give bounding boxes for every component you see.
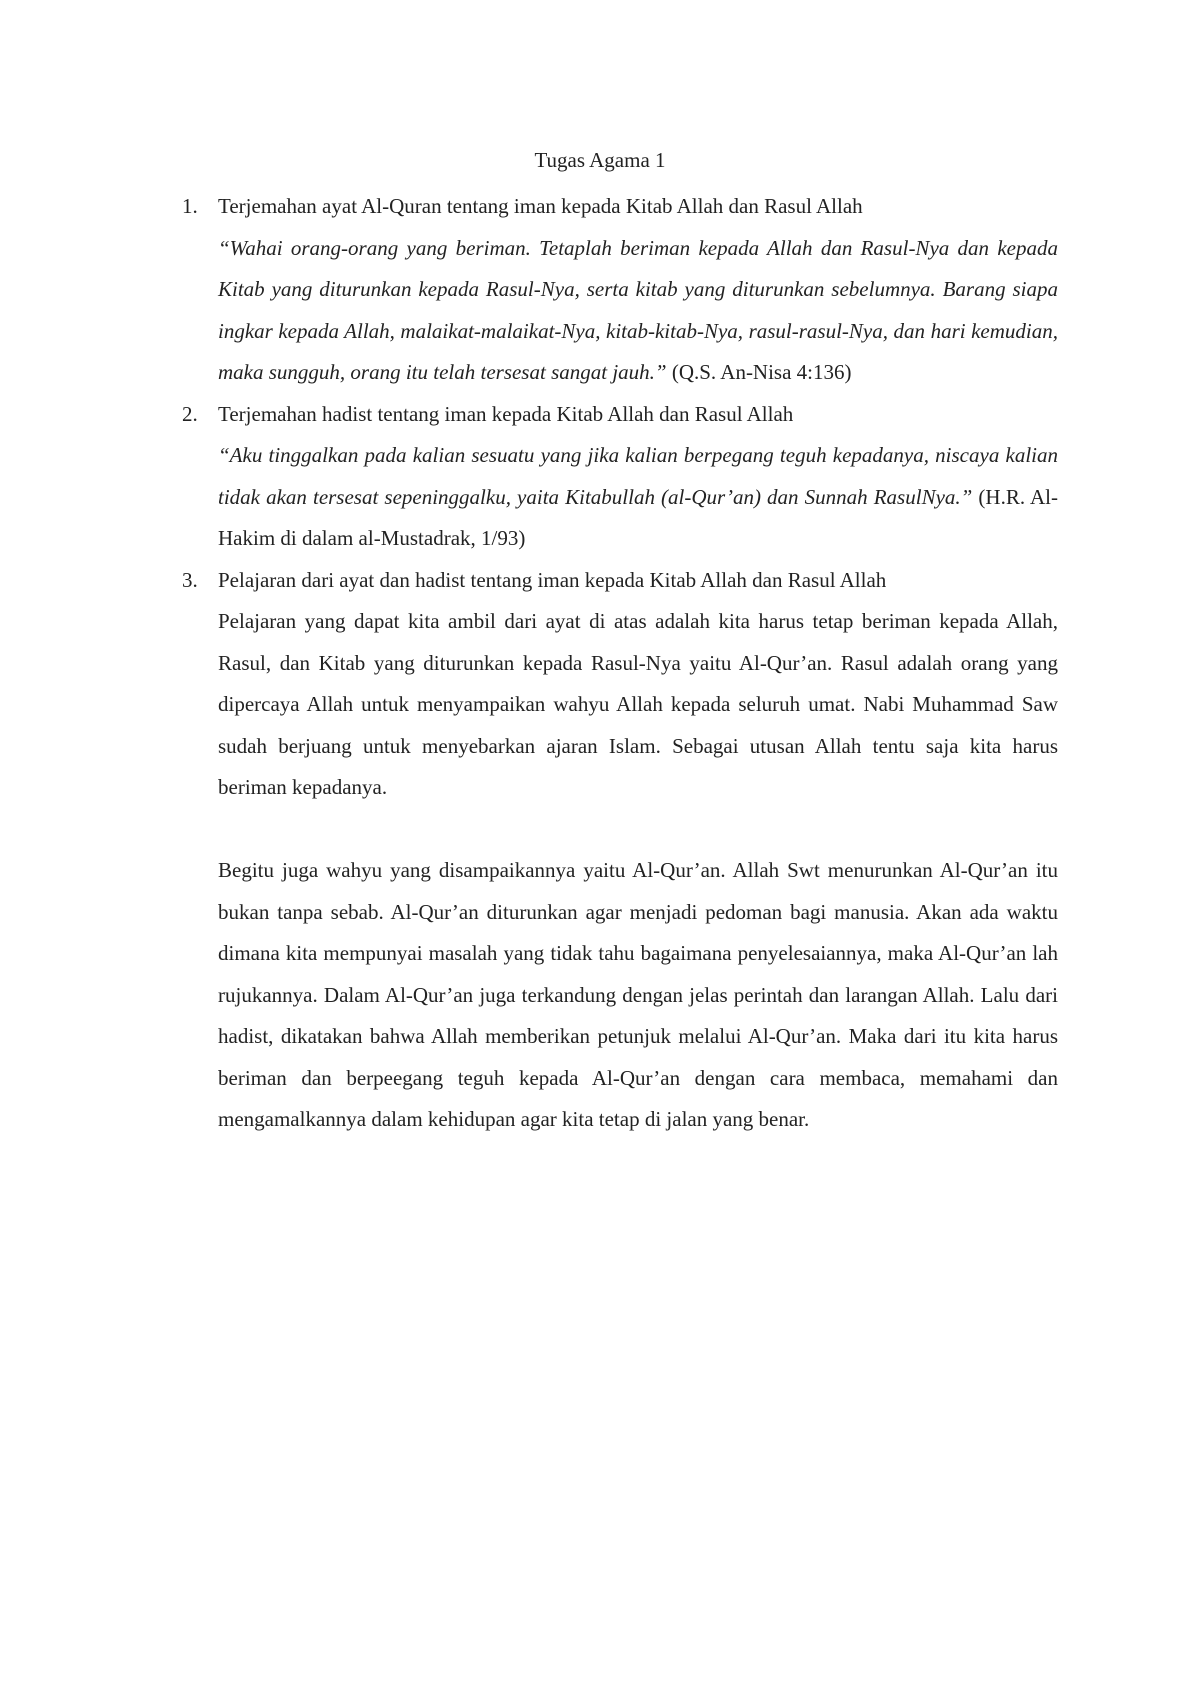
quote-source: (Q.S. An-Nisa 4:136): [666, 360, 852, 384]
item-heading: Terjemahan hadist tentang iman kepada Kitab Allah dan Rasul Allah: [218, 401, 794, 426]
numbered-list: [182, 186, 1059, 1141]
quote-text: “Wahai orang-orang yang beriman. Tetaplah beriman kepada Allah dan Rasul-Nya dan kepada Kitab yang diturunkan kepada Rasul-Nya, serta kitab yang diturunkan sebelumnya. Barang siapa ingkar kepada Allah, malaikat-malaikat-Nya, kitab-kitab-Nya, rasul-rasul-Nya, dan hari kemudian, maka sungguh, orang itu telah tersesat sangat jauh.”: [218, 235, 1058, 384]
quran-translation: [218, 228, 1058, 394]
list-number: 2.: [182, 401, 198, 426]
hadith-translation: [218, 435, 1058, 560]
lesson-paragraph-2: Begitu juga wahyu yang disampaikannya yaitu Al-Qur’an. Allah Swt menurunkan Al-Qur’an itu bukan tanpa sebab. Al-Qur’an diturunkan agar menjadi pedoman bagi manusia. Akan ada waktu dimana kita mempunyai masalah yang tidak tahu bagaimana penyelesaiannya, maka Al-Qur’an lah rujukannya. Dalam Al-Qur’an juga terkandung dengan jelas perintah dan larangan Allah. Lalu dari hadist, dikatakan bahwa Allah memberikan petunjuk melalui Al-Qur’an. Maka dari itu kita harus beriman dan berpeegang teguh kepada Al-Qur’an dengan cara membaca, memahami dan mengamalkannya dalam kehidupan agar kita tetap di jalan yang benar.: [218, 858, 1058, 1131]
list-number: 1.: [182, 194, 198, 218]
quote-text: “Aku tinggalkan pada kalian sesuatu yang jika kalian berpegang teguh kepadanya, niscaya kalian tidak akan tersesat sepeninggalku, yaita Kitabullah (al-Qur’an) dan Sunnah RasulNya.”: [218, 443, 1058, 509]
item-heading: Terjemahan ayat Al-Quran tentang iman kepada Kitab Allah dan Rasul Allah: [218, 194, 863, 218]
list-number: 3.: [182, 567, 198, 592]
list-item-2: [182, 394, 1059, 560]
list-item-3: [182, 560, 1058, 1141]
quote-source: (H.R. Al-Hakim di dalam al-Mustadrak, 1/93): [218, 484, 1059, 550]
list-item-1: [182, 186, 1058, 394]
lesson-paragraph-1: Pelajaran yang dapat kita ambil dari ayat di atas adalah kita harus tetap beriman kepada Allah, Rasul, dan Kitab yang diturunkan kepada Rasul-Nya yaitu Al-Qur’an. Rasul adalah orang yang dipercaya Allah untuk menyampaikan wahyu Allah kepada seluruh umat. Nabi Muhammad Saw sudah berjuang untuk menyebarkan ajaran Islam. Sebagai utusan Allah tentu saja kita harus beriman kepadanya.: [218, 609, 1058, 799]
document-title: Tugas Agama 1: [534, 148, 666, 172]
item-heading: Pelajaran dari ayat dan hadist tentang iman kepada Kitab Allah dan Rasul Allah: [218, 567, 887, 592]
